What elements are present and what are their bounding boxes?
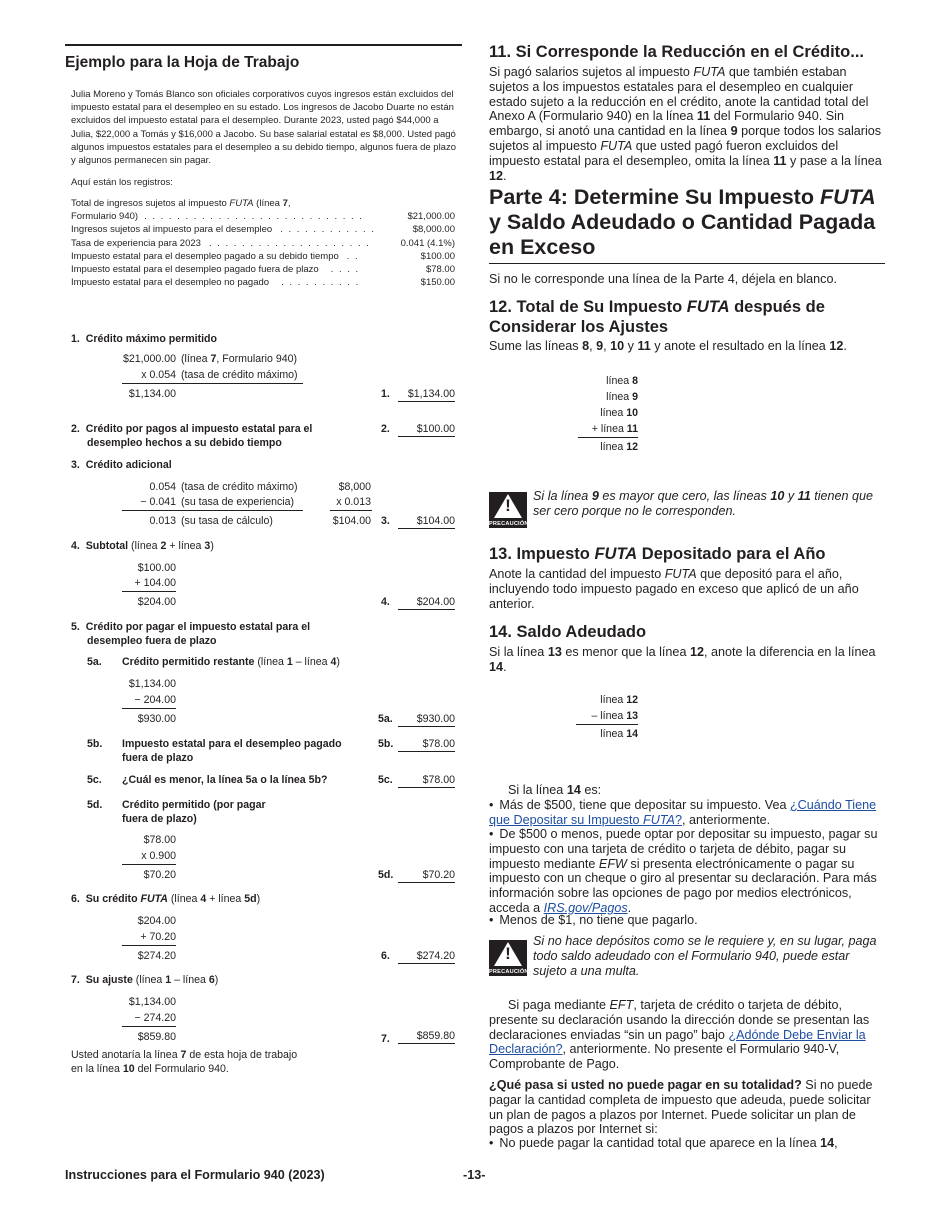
text-run: es mayor que cero, las líneas [598,489,771,503]
step-5d-number: 5d. [87,799,103,811]
step-3-rate-calc: 0.013 [149,515,176,527]
step-5a-heading: Crédito permitido restante (línea 1 – línea 4) [122,656,340,668]
line-14-conditions-intro [508,783,601,798]
caution-icon: ! PRECAUCIÓN [489,492,527,528]
text-run: 14 [489,659,504,674]
line-13-text [489,567,885,611]
step-7-total: $859.80 [398,1029,455,1044]
step-7-value-b: − 274.20 [134,1012,176,1024]
step-6-heading: 6. Su crédito FUTA (línea 4 + línea 5d) [71,893,261,905]
text-run: 9 [730,124,738,139]
text-run: 9 [596,339,604,353]
part-4-note: Si no le corresponde una línea de la Parte 4, déjela en blanco. [489,272,837,286]
step-5d-total: $70.20 [398,868,455,883]
text-run: , anteriormente. [681,812,771,827]
text-run: 11 [797,489,811,503]
text-run: FUTA [600,138,633,153]
step-2-heading: 2. Crédito por pagos al impuesto estatal para el desempleo hechos a su debido tiempo [71,423,313,449]
calc-row: línea 8 [606,375,638,387]
cannot-pay-paragraph [489,1078,885,1137]
step-1-desc-b: (tasa de crédito máximo) [181,369,298,381]
step-4-line-number: 4. [381,596,390,608]
step-4-value-b: + 104.00 [134,577,176,589]
step-5a-line-number: 5a. [378,713,393,725]
step-7-heading: 7. Su ajuste (línea 1 – línea 6) [71,974,219,986]
step-3-rate-rule [122,510,303,511]
text-run: Si la línea [533,489,592,503]
step-4-heading: 4. Subtotal (línea 2 + línea 3) [71,540,214,552]
step-6-value-b: + 70.20 [140,931,176,943]
step-1-value-b: x 0.054 [141,369,176,381]
step-6-total: $274.20 [398,949,455,964]
step-3-rate-max: 0.054 [149,481,176,493]
text-run: Anote la cantidad del impuesto [489,567,665,581]
record-row: Ingresos sujetos al impuesto para el desempleo . . . . . . . . . . . . $8,000.00 [71,224,455,236]
step-5d-line-number: 5d. [378,869,394,881]
text-run: es menor que la línea [561,645,690,659]
step-4-value-c: $204.00 [137,596,176,608]
step-3-base: $8,000 [338,481,371,493]
footer-page-number: -13- [463,1168,486,1182]
step-3-heading: 3. Crédito adicional [71,459,172,471]
step-3-rate-max-desc: (tasa de crédito máximo) [181,481,298,493]
top-rule-left [65,44,462,46]
record-row: Total de ingresos sujetos al impuesto FUTA (línea 7, [71,198,291,209]
step-5c-number: 5c. [87,774,102,786]
step-7-sum-rule [122,1026,176,1027]
line-14-calc [560,692,638,744]
caution-text-2 [533,934,885,978]
step-1-total: $1,134.00 [398,387,455,402]
text-run: 8 [582,339,590,353]
line-14-heading: 14. Saldo Adeudado [489,623,647,641]
calc-row: línea 12 [600,694,638,706]
step-1-line-number: 1. [381,388,390,400]
step-5a-value-b: − 204.00 [134,694,176,706]
text-run: 10 [770,489,785,503]
text-run: Menos de $1, no tiene que pagarlo. [499,913,698,927]
text-run: , tarjeta de crédito o tarjeta de débito, presente su declaración usando la dirección donde se presentan las declaraciones enviadas “sin un pago” bajo [489,998,870,1042]
worksheet-intro: Julia Moreno y Tomás Blanco son oficiales corporativos cuyos ingresos están excluidos del impuesto estatal para el desempleo en su estado. Los ingresos de Jacobo Duarte no están excluidos del impuesto estatal para el desempleo. Durante 2023, usted pagó $44,000 a Julia, $22,000 a Tomás y $16,000 a Jacobo. Su base salarial estatal es $8,000. Usted pagó algunos impuestos estatales para el desempleo a su debido tiempo, algunos fuera de plazo y algunos permanecen sin pagar. [71,89,457,167]
text-run: Si no puede pagar la cantidad completa de impuesto que adeuda, puede solicitar un plan de pagos a plazos por Internet. Puede solicitar un plan de pagos a plazos por Internet si: [489,1078,873,1137]
step-6-value-a: $204.00 [137,915,176,927]
text-run: tienen que ser cero porque no le corresponden. [533,489,874,518]
calc-row: línea 14 [600,728,638,740]
step-5a-number: 5a. [87,656,102,668]
line-12-heading: 12. Total de Su Impuesto FUTA después de Considerar los Ajustes [489,298,825,336]
text-run: y [784,489,798,503]
step-7-line-number: 7. [381,1033,390,1045]
line-12-text [489,339,847,354]
text-run: que también estaban sujetos a los impuestos estatales para el desempleo en cualquier estado sujeto a la reducción en el crédito, anote la cantidad total del Anexo A (Formulario 940) en la línea [489,65,869,124]
inline-link[interactable]: ? [674,812,682,827]
step-5a-sum-rule [122,708,176,709]
text-run: 11 [773,153,787,168]
step-1-value-c: $1,134.00 [128,388,176,400]
text-run: 12 [489,168,504,183]
step-5a-total: $930.00 [398,712,455,727]
step-3-rate-calc-desc: (su tasa de cálculo) [181,515,273,527]
inline-link[interactable]: ¿Cuándo Tiene que Depositar su Impuesto [489,798,877,827]
step-1-sum-rule [122,383,303,384]
text-run: , [603,339,611,353]
step-3-multiplier: x 0.013 [336,496,371,508]
text-run: y anote el resultado en la línea [650,339,830,353]
records-intro: Aquí están los registros: [71,177,173,188]
step-3-base-rule [330,510,372,511]
step-3-product: $104.00 [332,515,371,527]
step-5c-line-number: 5c. [378,774,393,786]
text-run: . [627,900,632,915]
text-run: 12 [689,645,704,659]
step-4-value-a: $100.00 [137,562,176,574]
step-1-desc-a: (línea 7, Formulario 940) [181,353,298,365]
text-run: Si no hace depósitos como se le requiere y, en su lugar, paga todo saldo adeudado con el Formulario 940, puede estar sujeto a una multa. [533,934,877,978]
step-5-heading: 5. Crédito por pagar el impuesto estatal para el desempleo fuera de plazo [71,621,311,647]
text-run: FUTA [693,65,726,79]
step-6-value-c: $274.20 [137,950,176,962]
step-5d-value-b: x 0.900 [141,850,176,862]
text-run: . [503,659,507,674]
text-run: FUTA [664,567,697,581]
calc-row: línea 9 [606,391,638,403]
step-5a-value-a: $1,134.00 [128,678,176,690]
step-3-rate-exp-desc: (su tasa de experiencia) [181,496,295,508]
text-run: Si pagó salarios sujetos al impuesto [489,65,694,79]
text-run: 14 [566,783,581,797]
text-run: 12 [829,339,844,353]
text-run: y pase a la línea [786,153,882,168]
step-7-value-a: $1,134.00 [128,996,176,1008]
text-run: 13 [547,645,562,659]
step-5c-heading: ¿Cuál es menor, la línea 5a o la línea 5b? [122,774,328,786]
step-3-total: $104.00 [398,514,455,529]
calc-row: – línea 13 [576,708,638,725]
step-6-line-number: 6. [381,950,390,962]
record-row: Impuesto estatal para el desempleo no pagado . . . . . . . . . . $150.00 [71,277,455,289]
step-3-line-number: 3. [381,515,390,527]
text-run: De $500 o menos, puede optar por depositar su impuesto, pagar su impuesto con una tarjeta de crédito o tarjeta de débito, pagar su impuesto mediante [489,827,878,871]
line-12-calc [560,373,638,456]
step-5c-total: $78.00 [398,773,455,788]
inline-link[interactable]: IRS.gov/Pagos [543,900,628,915]
eft-paragraph [489,998,885,1072]
part-4-heading: Parte 4: Determine Su Impuesto FUTA y Saldo Adeudado o Cantidad Pagada en Exceso [489,185,876,259]
step-6-sum-rule [122,945,176,946]
text-run: porque todos los salarios sujetos al impuesto [489,124,882,153]
text-run: No puede pagar la cantidad total que aparece en la línea [499,1136,821,1150]
step-1-value-a: $21,000.00 [122,353,176,365]
step-1-heading: 1. Crédito máximo permitido [71,333,217,345]
worksheet-title: Ejemplo para la Hoja de Trabajo [65,54,300,71]
step-5d-value-c: $70.20 [143,869,176,881]
step-5a-value-c: $930.00 [137,713,176,725]
text-run: del Formulario 940. Sin embargo, si anotó una cantidad en la línea [489,109,844,139]
line-11-text [489,65,887,183]
text-run: es: [580,783,602,797]
step-3-rate-exp: − 0.041 [140,496,176,508]
text-run: Si la línea [489,645,548,659]
record-row: Formulario 940) . . . . . . . . . . . . . . . . . . . . . . . . . . . $21,000.00 [71,211,455,223]
records-table [71,197,455,289]
text-run: Si la línea [508,783,567,797]
record-row: Tasa de experiencia para 2023 . . . . . . . . . . . . . . . . . . . . 0.041 (4.1%) [71,237,455,249]
text-run: EFT [609,998,634,1012]
bullet-500-or-less [489,827,885,916]
line-13-heading: 13. Impuesto FUTA Depositado para el Año [489,545,826,563]
text-run: 9 [591,489,599,503]
text-run: 11 [696,109,711,124]
calc-row: línea 12 [600,441,638,453]
text-run: Sume las líneas [489,339,583,353]
step-7-value-c: $859.80 [137,1031,176,1043]
text-run: si presenta electrónicamente o pagar su impuesto con un cheque o giro al presentar su declaración. Para más información sobre las opciones de pago por medios electrónicos, acceda a [489,856,877,915]
step-4-total: $204.00 [398,595,455,610]
text-run: EFW [598,856,627,871]
text-run: , anote la diferencia en la línea [703,645,876,659]
text-run: que depositó para el año, incluyendo todo impuesto pagado en exceso que aplicó de un año anterior. [489,567,859,611]
text-run: 10 [610,339,625,353]
text-run: 14 [820,1136,835,1150]
step-5b-heading: Impuesto estatal para el desempleo pagado fuera de plazo [122,738,342,764]
step-5d-sum-rule [122,864,176,865]
calc-row: línea 10 [600,407,638,419]
footer-form-title: Instrucciones para el Formulario 940 (2023) [65,1168,325,1182]
text-run: 11 [637,339,651,353]
bullet-under-1 [489,913,885,928]
text-run: . [843,339,847,353]
text-run: y [624,339,638,353]
step-2-line-number: 2. [381,423,390,435]
step-5d-heading: Crédito permitido (por pagar fuera de plazo) [122,799,266,825]
inline-link[interactable]: FUTA [643,812,675,827]
caution-text-1 [533,489,885,519]
bullet-over-500 [489,798,885,828]
text-run: que usted pagó fueron excluidos del impuesto estatal para el desempleo, omita la línea [489,138,839,168]
step-5b-number: 5b. [87,738,103,750]
text-run: , anteriormente. No presente el Formulario 940-V, Comprobante de Pago. [489,1042,840,1072]
bullet-cannot-pay [489,1136,885,1151]
record-row: Impuesto estatal para el desempleo pagado a su debido tiempo . . $100.00 [71,250,455,262]
calc-row: + línea 11 [578,421,638,438]
step-4-sum-rule [122,591,176,592]
line-11-heading: 11. Si Corresponde la Reducción en el Crédito... [489,43,865,61]
text-run: Si paga mediante [508,998,610,1012]
step-2-total: $100.00 [398,422,455,437]
line-14-text [489,645,885,675]
step-5d-value-a: $78.00 [143,834,176,846]
text-run: , [834,1136,838,1150]
text-run: . [503,168,507,183]
part-4-rule [489,263,885,264]
worksheet-footnote: Usted anotaría la línea 7 de esta hoja de trabajo en la línea 10 del Formulario 940. [71,1049,298,1075]
text-run: Más de $500, tiene que depositar su impuesto. Vea [499,798,790,812]
caution-icon: ! PRECAUCIÓN [489,940,527,976]
step-5b-line-number: 5b. [378,738,394,750]
inline-link[interactable]: ¿Adónde Debe Enviar la Declaración? [489,1027,866,1057]
text-run: , [589,339,597,353]
step-5b-total: $78.00 [398,737,455,752]
text-run: ¿Qué pasa si usted no puede pagar en su totalidad? [489,1078,802,1092]
record-row: Impuesto estatal para el desempleo pagado fuera de plazo . . . . $78.00 [71,264,455,276]
